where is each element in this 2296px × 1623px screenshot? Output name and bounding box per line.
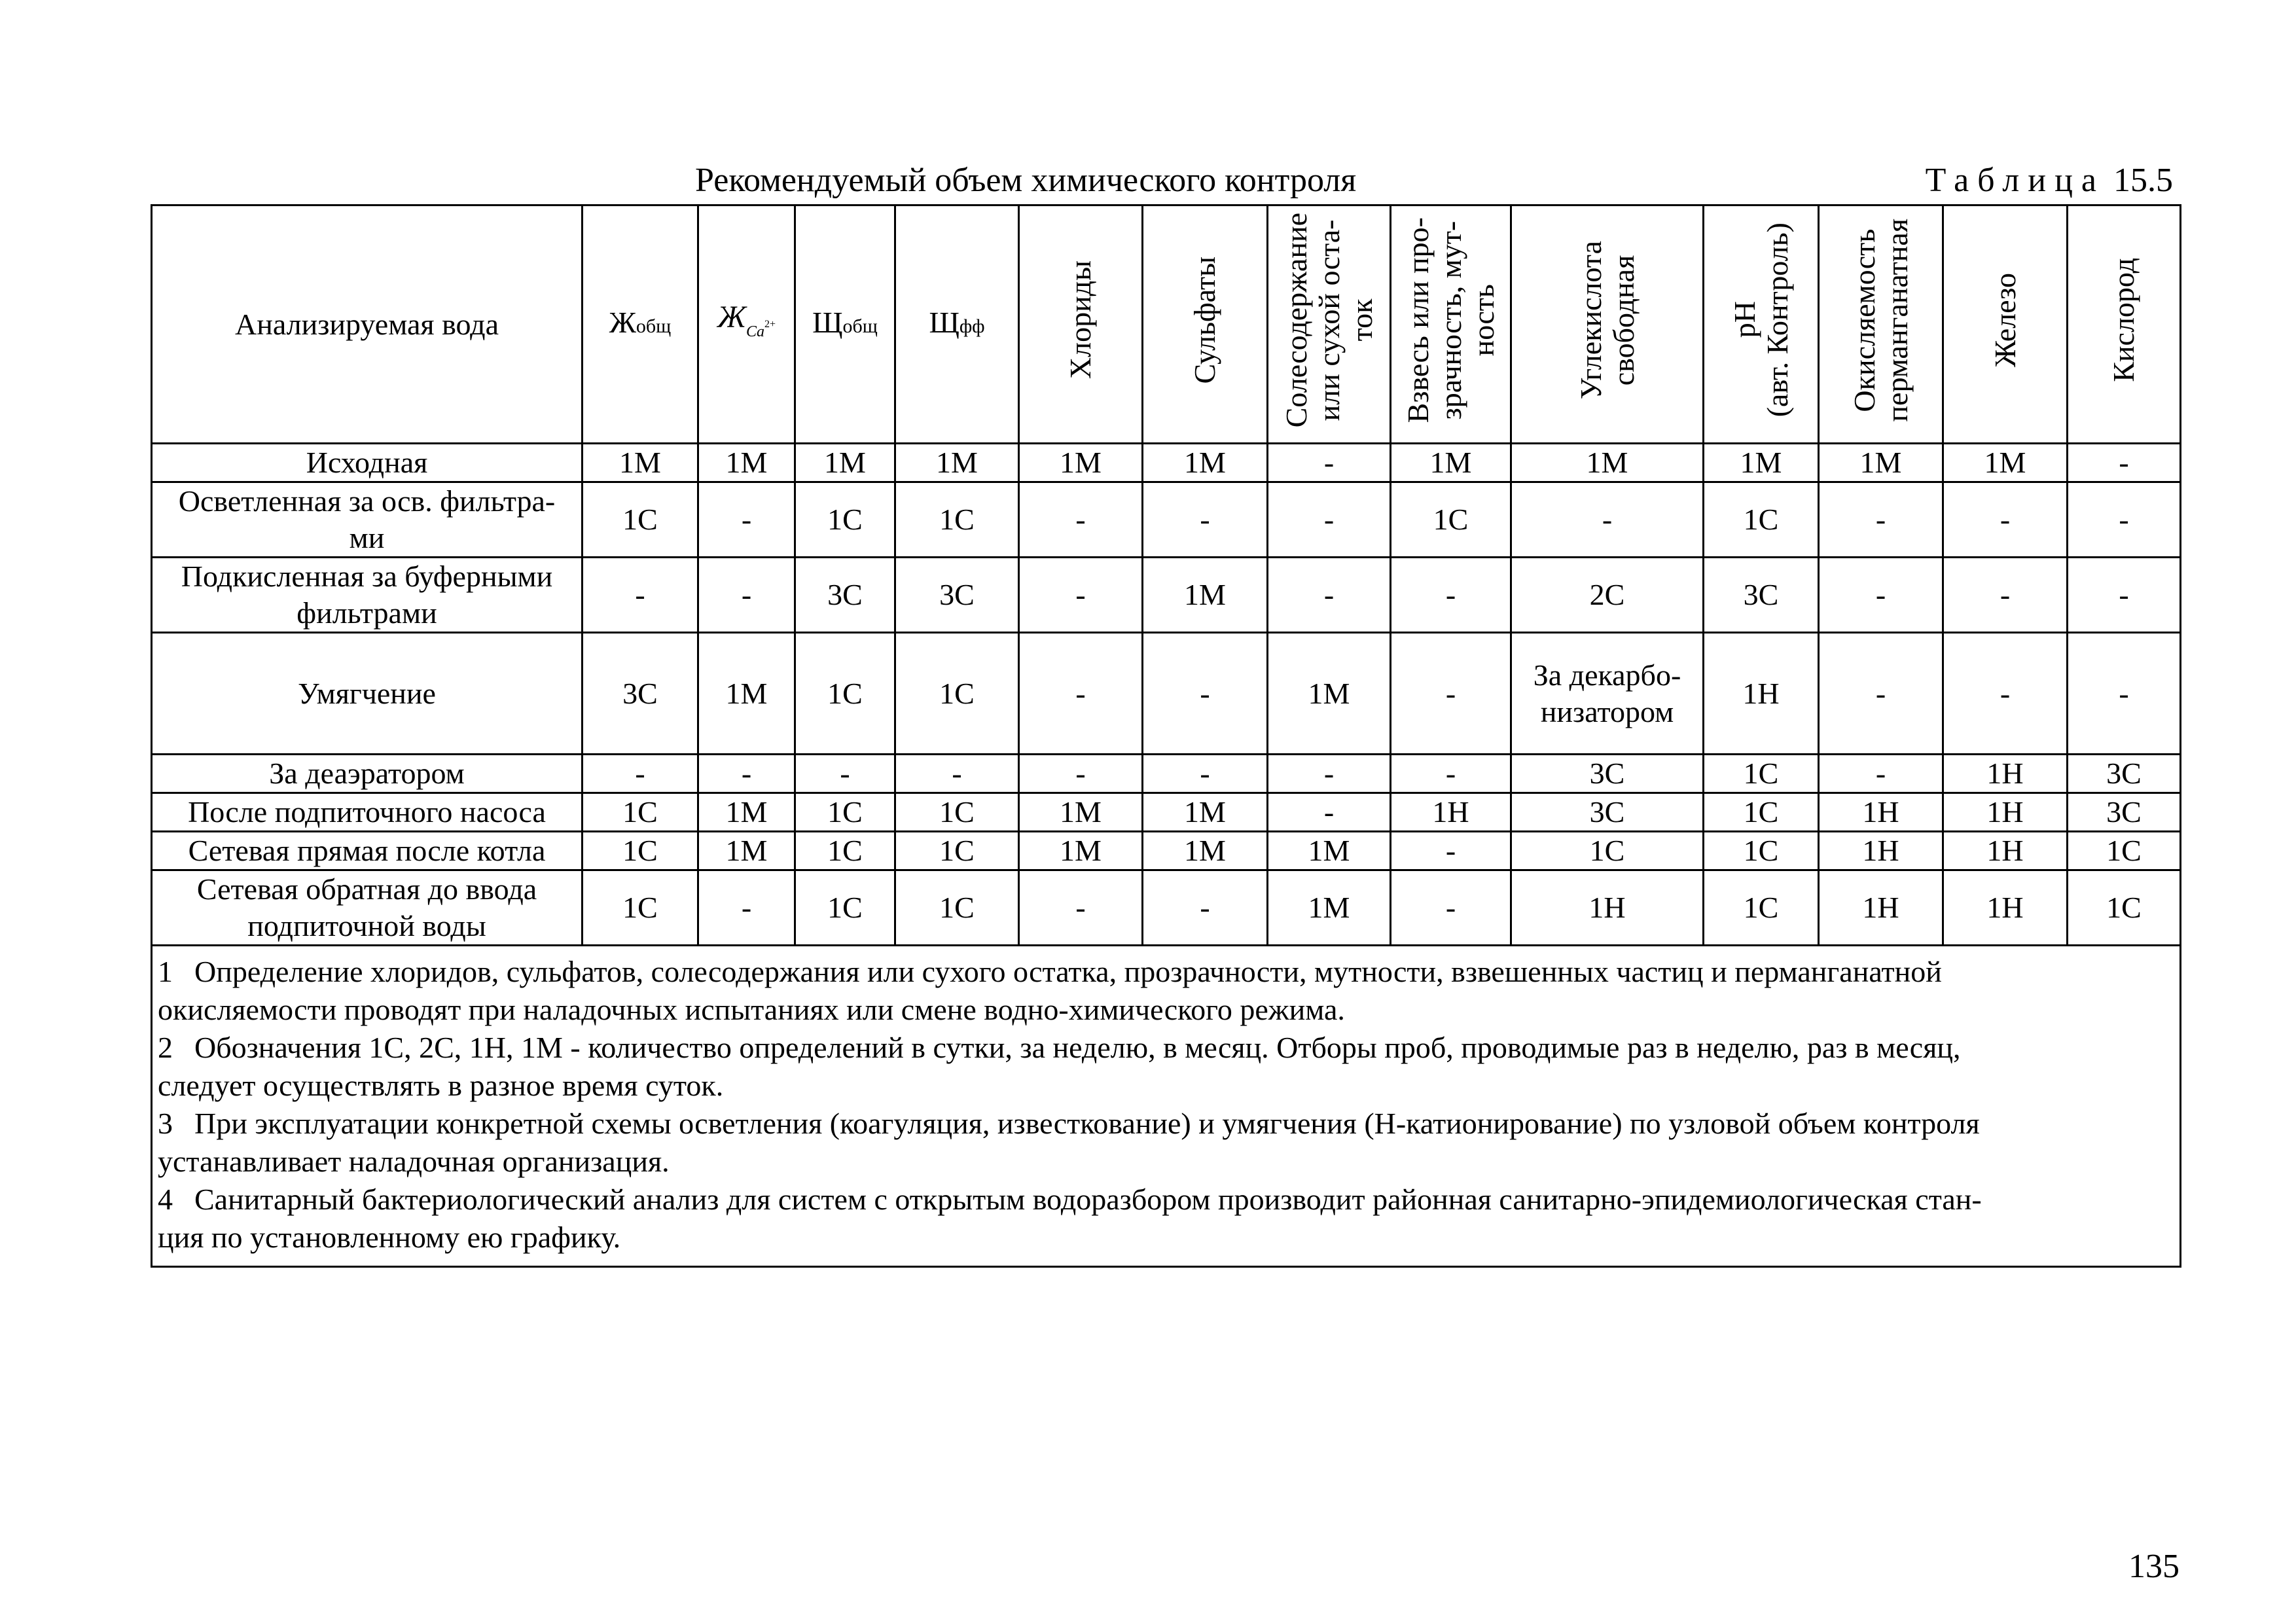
table-cell: 1М: [1019, 832, 1143, 870]
table-label-word: Таблица: [1925, 162, 2105, 199]
table-cell: -: [1819, 482, 1943, 558]
table-cell: 1С: [895, 633, 1019, 755]
note-text: При эксплуатации конкретной схемы осветления (коагуляция, известкование) и умягчения (Н-катионирование) по узловой объем контроля: [194, 1107, 1980, 1140]
table-cell: -: [1268, 558, 1391, 633]
header-sulfates: Сульфаты: [1143, 205, 1268, 444]
table-cell: 1С: [1391, 482, 1511, 558]
table-cell: 1С: [795, 793, 895, 832]
table-cell: 1С: [795, 482, 895, 558]
table-cell: 1М: [795, 444, 895, 482]
table-cell: 1Н: [1819, 870, 1943, 946]
note-number: 1: [158, 955, 173, 988]
table-cell: 1М: [1019, 793, 1143, 832]
table-cell: -: [1391, 870, 1511, 946]
table-title: Рекомендуемый объем химического контроля: [695, 162, 1357, 199]
header-zh-ca: $Ж_{Ca}2+$: [698, 205, 795, 444]
table-cell: 1Н: [1819, 793, 1943, 832]
row-label: Сетевая прямая после котла: [152, 832, 583, 870]
table-cell: 1Н: [1943, 755, 2068, 793]
header-salt-content: Солесодержание или сухой оста- ток: [1268, 205, 1391, 444]
table-cell: -: [1019, 482, 1143, 558]
header-turbidity: Взвесь или про- зрачность, мут- ность: [1391, 205, 1511, 444]
table-cell: 3С: [2068, 793, 2181, 832]
table-cell: -: [1143, 633, 1268, 755]
table-cell: -: [2068, 558, 2181, 633]
table-cell: -: [1943, 633, 2068, 755]
note-item: [158, 1029, 2174, 1105]
table-label: [1926, 160, 2173, 202]
table-cell: -: [1943, 482, 2068, 558]
table-cell: 1С: [583, 482, 698, 558]
table-cell: -: [1143, 755, 1268, 793]
table-cell: 1С: [1704, 755, 1819, 793]
table-cell: -: [895, 755, 1019, 793]
table-cell: 1М: [1391, 444, 1511, 482]
table-cell: 1С: [795, 633, 895, 755]
header-water: Анализируемая вода: [152, 205, 583, 444]
header-zh-total: Жобщ: [583, 205, 698, 444]
table-cell: 1М: [1511, 444, 1704, 482]
note-number: 2: [158, 1031, 173, 1064]
table-cell: -: [1268, 755, 1391, 793]
table-cell: -: [583, 755, 698, 793]
table-cell: 1Н: [1511, 870, 1704, 946]
table-cell: 1Н: [1943, 832, 2068, 870]
table-cell: 2С: [1511, 558, 1704, 633]
note-item: [158, 1105, 2174, 1181]
table-cell: 1М: [698, 793, 795, 832]
table-cell: 1М: [1019, 444, 1143, 482]
table-cell: 1М: [583, 444, 698, 482]
header-co2: Углекислота свободная: [1511, 205, 1704, 444]
table-cell: 1С: [1511, 832, 1704, 870]
header-shch-ff: Щфф: [895, 205, 1019, 444]
table-cell: 1Н: [1704, 633, 1819, 755]
table-cell: 1М: [1704, 444, 1819, 482]
table-cell: -: [1391, 832, 1511, 870]
table-row: [152, 755, 2181, 793]
table-row: [152, 633, 2181, 755]
table-cell: 3С: [2068, 755, 2181, 793]
table-cell: 1М: [1268, 832, 1391, 870]
table-cell: 3С: [795, 558, 895, 633]
header-oxidability: Окисляемость перманганатная: [1819, 205, 1943, 444]
table-cell: 1М: [1819, 444, 1943, 482]
note-item: [158, 1181, 2174, 1257]
table-cell: 1М: [1143, 793, 1268, 832]
table-cell: 1М: [1143, 558, 1268, 633]
table-cell: 1С: [1704, 793, 1819, 832]
table-cell: 3С: [583, 633, 698, 755]
note-text: окисляемости проводят при наладочных испытаниях или смене водно-химического режима.: [158, 993, 1345, 1026]
table-cell: -: [2068, 633, 2181, 755]
table-cell: -: [1819, 755, 1943, 793]
table-cell: 1М: [1268, 870, 1391, 946]
header-iron: Железо: [1943, 205, 2068, 444]
note-text: Определение хлоридов, сульфатов, солесодержания или сухого остатка, прозрачности, мутности, взвешенных частиц и перманганатной: [194, 955, 1942, 988]
table-cell: 1С: [583, 793, 698, 832]
table-cell: 1С: [795, 870, 895, 946]
table-cell: 1Н: [1943, 870, 2068, 946]
table-cell: -: [1391, 633, 1511, 755]
row-label: Подкисленная за буферными фильтрами: [152, 558, 583, 633]
table-cell: 1Н: [1819, 832, 1943, 870]
page-number: 135: [2128, 1548, 2179, 1585]
note-number: 4: [158, 1183, 173, 1216]
table-cell: За декарбо- низатором: [1511, 633, 1704, 755]
table-cell: 1С: [895, 832, 1019, 870]
table-cell: 1М: [895, 444, 1019, 482]
note-text: Обозначения 1С, 2С, 1Н, 1М - количество определений в сутки, за неделю, в месяц. Отборы проб, проводимые раз в неделю, раз в месяц,: [194, 1031, 1961, 1064]
table-cell: 1С: [895, 793, 1019, 832]
header-shch-total: Щобщ: [795, 205, 895, 444]
note-number: 3: [158, 1107, 173, 1140]
row-label: За деаэратором: [152, 755, 583, 793]
table-cell: -: [1019, 558, 1143, 633]
row-label: Умягчение: [152, 633, 583, 755]
note-text: Санитарный бактериологический анализ для систем с открытым водоразбором производит районная санитарно-эпидемиологическая стан-: [194, 1183, 1982, 1216]
table-cell: 3С: [1704, 558, 1819, 633]
table-cell: -: [795, 755, 895, 793]
table-row: [152, 482, 2181, 558]
header-row: [152, 205, 2181, 444]
table-cell: 1С: [583, 832, 698, 870]
table-cell: 1С: [1704, 482, 1819, 558]
row-label: Осветленная за осв. фильтра- ми: [152, 482, 583, 558]
table-row: [152, 444, 2181, 482]
table-cell: 3С: [895, 558, 1019, 633]
chemical-control-table: [151, 204, 2181, 1268]
table-cell: -: [583, 558, 698, 633]
table-cell: 1С: [895, 482, 1019, 558]
table-cell: -: [698, 870, 795, 946]
table-row: [152, 870, 2181, 946]
table-cell: -: [698, 482, 795, 558]
table-cell: 3С: [1511, 755, 1704, 793]
table-cell: -: [1391, 755, 1511, 793]
table-cell: 1С: [895, 870, 1019, 946]
table-cell: -: [698, 558, 795, 633]
table-row: [152, 793, 2181, 832]
table-cell: -: [1819, 633, 1943, 755]
table-cell: 1М: [1143, 444, 1268, 482]
table-row: [152, 558, 2181, 633]
table-cell: -: [698, 755, 795, 793]
table-cell: -: [1019, 870, 1143, 946]
row-label: После подпиточного насоса: [152, 793, 583, 832]
table-cell: 1М: [1943, 444, 2068, 482]
table-cell: 1Н: [1943, 793, 2068, 832]
table-cell: 1М: [698, 444, 795, 482]
table-cell: -: [2068, 482, 2181, 558]
table-row: [152, 832, 2181, 870]
table-cell: 1С: [583, 870, 698, 946]
note-text: устанавливает наладочная организация.: [158, 1145, 670, 1178]
table-cell: 1М: [1143, 832, 1268, 870]
notes: [152, 946, 2181, 1267]
table-cell: 1С: [2068, 870, 2181, 946]
table-cell: 1С: [795, 832, 895, 870]
note-text: следует осуществлять в разное время суток.: [158, 1069, 724, 1102]
table-body: [152, 444, 2181, 946]
table-cell: 1С: [1704, 832, 1819, 870]
notes-row: [152, 946, 2181, 1267]
table-cell: 1М: [698, 832, 795, 870]
header-oxygen: Кислород: [2068, 205, 2181, 444]
table-cell: -: [1268, 793, 1391, 832]
table-cell: -: [1391, 558, 1511, 633]
table-label-number: 15.5: [2113, 162, 2173, 199]
table-cell: 3С: [1511, 793, 1704, 832]
row-label: Сетевая обратная до ввода подпиточной воды: [152, 870, 583, 946]
table-cell: -: [1143, 482, 1268, 558]
table-cell: 1С: [2068, 832, 2181, 870]
table-cell: -: [1819, 558, 1943, 633]
table-cell: -: [1943, 558, 2068, 633]
table-cell: 1М: [698, 633, 795, 755]
table-cell: 1С: [1704, 870, 1819, 946]
table-cell: -: [1268, 482, 1391, 558]
header-ph: pH (авт. Контроль): [1704, 205, 1819, 444]
note-text: ция по установленному ею графику.: [158, 1221, 621, 1254]
table-cell: 1Н: [1391, 793, 1511, 832]
table-cell: -: [1143, 870, 1268, 946]
table-cell: -: [2068, 444, 2181, 482]
table-cell: -: [1268, 444, 1391, 482]
table-cell: 1М: [1268, 633, 1391, 755]
table-cell: -: [1019, 755, 1143, 793]
table-cell: -: [1019, 633, 1143, 755]
header-chlorides: Хлориды: [1019, 205, 1143, 444]
table-cell: -: [1511, 482, 1704, 558]
note-item: [158, 953, 2174, 1029]
row-label: Исходная: [152, 444, 583, 482]
